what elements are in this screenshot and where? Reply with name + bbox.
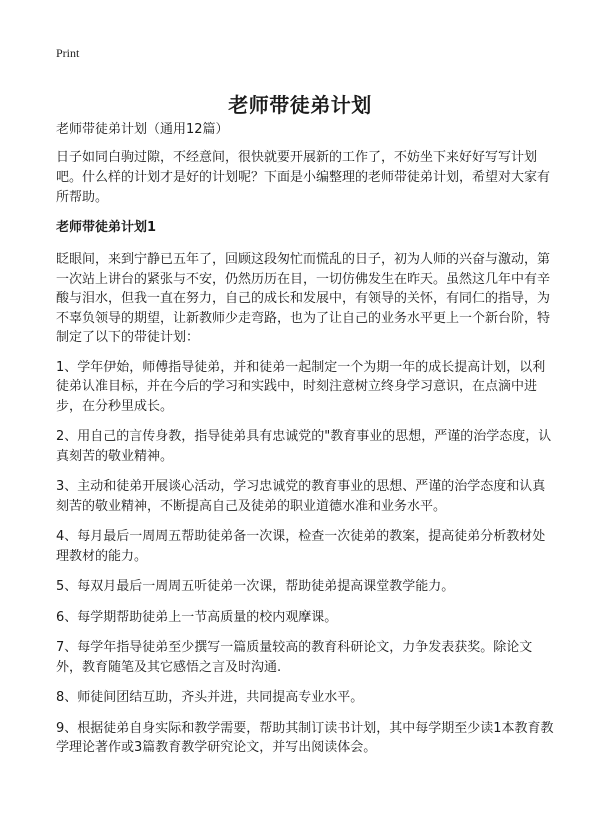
document-subtitle: 老师带徒弟计划（通用12篇） <box>56 122 229 137</box>
plan-item-6: 6、每学期帮助徒弟上一节高质量的校内观摩课。 <box>56 609 338 625</box>
plan-item-1: 1、学年伊始，师傅指导徒弟，并和徒弟一起制定一个为期一年的成长提高计划，以利徒弟认准目标，并在今后的学习和实践中，时刻注意树立终身学习意识，在点滴中进步，在分秒里成长。 <box>56 359 546 414</box>
plan-item-3: 3、主动和徒弟开展谈心活动，学习忠诚党的教育事业的思想、严谨的治学态度和认真刻苦的敬业精神，不断提高自己及徒弟的职业道德水准和业务水平。 <box>56 479 546 514</box>
plan-item-5: 5、每双月最后一周周五听徒弟一次课，帮助徒弟提高课堂教学能力。 <box>56 579 455 594</box>
plan-item-2: 2、用自己的言传身教，指导徒弟具有忠诚党的"教育事业的思想，严谨的治学态度，认真刻苦的敬业精神。 <box>56 429 552 464</box>
intro-paragraph: 日子如同白驹过隙，不经意间，很快就要开展新的工作了，不妨坐下来好好写写计划吧。什么样的计划才是好的计划呢？下面是小编整理的老师带徒弟计划，希望对大家有所帮助。 <box>56 150 551 205</box>
plan-item-4: 4、每月最后一周周五帮助徒弟备一次课，检查一次徒弟的教案，提高徒弟分析教材处理教材的能力。 <box>56 529 546 564</box>
page-title: 老师带徒弟计划 <box>228 93 372 118</box>
plan-item-7: 7、每学年指导徒弟至少撰写一篇质量较高的教育科研论文，力争发表获奖。除论文外，教育随笔及其它感悟之言及时沟通. <box>56 640 533 675</box>
print-link[interactable]: Print <box>56 46 80 60</box>
plan-item-9: 9、根据徒弟自身实际和教学需要，帮助其制订读书计划，其中每学期至少读1本教育教学理论著作或3篇教育教学研究论文，并写出阅读体会。 <box>56 720 554 755</box>
section-heading: 老师带徒弟计划1 <box>56 220 157 235</box>
plan-item-8: 8、师徒间团结互助，齐头并进，共同提高专业水平。 <box>56 690 364 705</box>
section-paragraph: 眨眼间，来到宁静已五年了，回顾这段匆忙而慌乱的日子，初为人师的兴奋与激动，第一次站上讲台的紧张与不安，仍然历历在目，一切仿佛发生在昨天。虽然这几年中有辛酸与泪水，但我一直在努力，自己的成长和发展中，有领导的关怀，有同仁的指导，为不辜负领导的期望，让新教师少走弯路，也为了让自己的业务水平更上一个新台阶，特制定了以下的带徒计划： <box>56 252 551 345</box>
document-body <box>56 120 556 769</box>
